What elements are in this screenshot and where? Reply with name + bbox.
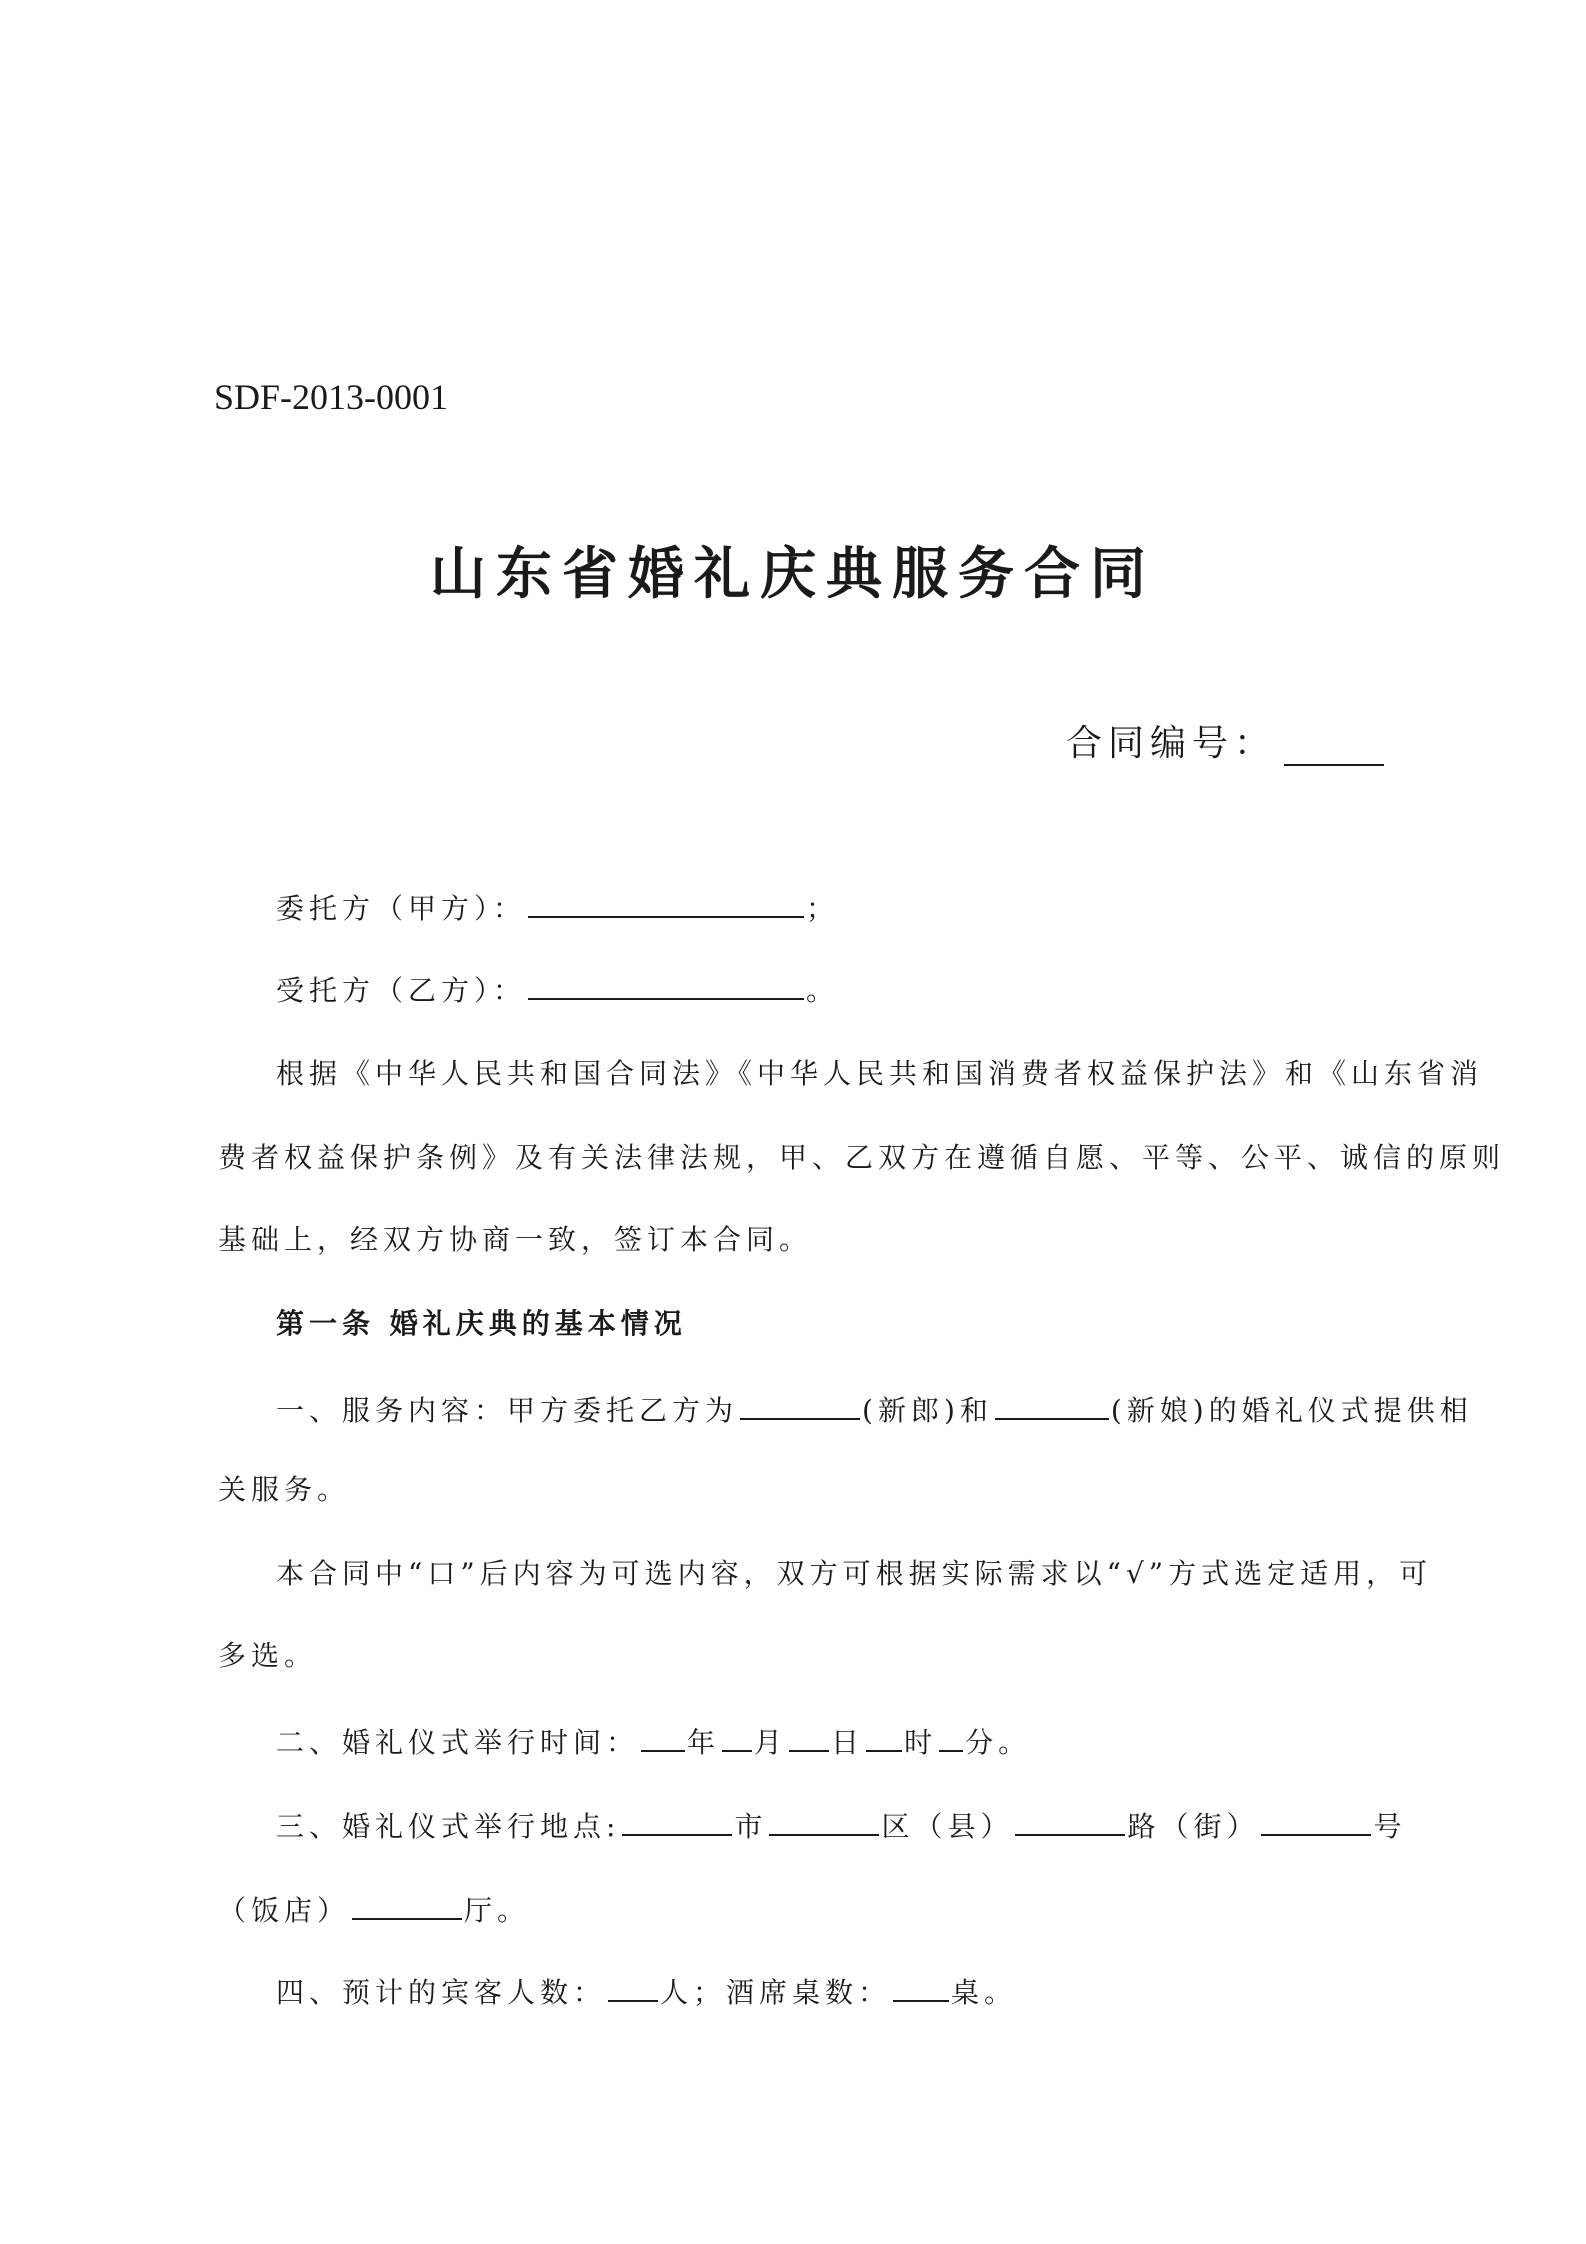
number-label: 号 — [1373, 1810, 1407, 1843]
optional-note-line-2: 多选。 — [218, 1639, 318, 1672]
page-title: 山东省婚礼庆典服务合同 — [430, 541, 1156, 607]
district-label: 区（县） — [881, 1810, 1014, 1843]
district-blank — [769, 1802, 879, 1836]
party-b-line — [276, 966, 1368, 1009]
time-label: 二、婚礼仪式举行时间： — [276, 1726, 640, 1759]
ceremony-place-line-2 — [218, 1886, 1368, 1929]
minute-blank — [939, 1718, 963, 1752]
road-label: 路（街） — [1127, 1810, 1260, 1843]
contract-number — [1066, 715, 1386, 766]
number-blank — [1261, 1802, 1371, 1836]
preamble-line-3: 基础上，经双方协商一致，签订本合同。 — [218, 1223, 813, 1256]
party-b-blank — [528, 966, 804, 1000]
service-prefix: 一、服务内容：甲方委托乙方为 — [276, 1394, 739, 1427]
party-a-label: 委托方（甲方）： — [276, 892, 527, 925]
bride-label: (新娘)的婚礼仪式提供相 — [1110, 1394, 1473, 1427]
party-a-blank — [528, 884, 804, 918]
road-blank — [1015, 1802, 1125, 1836]
ceremony-place-line — [276, 1802, 1407, 1845]
hotel-label: （饭店） — [218, 1894, 351, 1927]
tables-label: 桌。 — [951, 1976, 1018, 2009]
contract-number-blank — [1284, 732, 1384, 766]
bride-blank — [995, 1386, 1109, 1420]
place-label: 三、婚礼仪式举行地点: — [276, 1810, 621, 1843]
service-line-2: 关服务。 — [218, 1473, 351, 1506]
people-label: 人；酒席桌数： — [660, 1976, 892, 2009]
day-label: 日 — [831, 1726, 865, 1759]
day-blank — [789, 1718, 829, 1752]
tables-blank — [893, 1968, 949, 2002]
hall-blank — [352, 1886, 462, 1920]
city-label: 市 — [734, 1810, 768, 1843]
month-label: 月 — [754, 1726, 788, 1759]
groom-blank — [740, 1386, 860, 1420]
groom-label: (新郎)和 — [862, 1394, 993, 1427]
city-blank — [622, 1802, 732, 1836]
preamble-line-2: 费者权益保护条例》及有关法律法规，甲、乙双方在遵循自愿、平等、公平、诚信的原则 — [218, 1141, 1506, 1174]
year-label: 年 — [687, 1726, 721, 1759]
guests-line — [276, 1968, 1368, 2011]
minute-label: 分。 — [965, 1726, 1032, 1759]
party-b-label: 受托方（乙方）： — [276, 974, 527, 1007]
party-b-end: 。 — [806, 974, 840, 1007]
contract-number-label: 合同编号： — [1065, 723, 1276, 764]
document-code: SDF-2013-0001 — [214, 377, 449, 417]
hall-label: 厅。 — [464, 1894, 531, 1927]
year-blank — [641, 1718, 685, 1752]
party-a-line — [276, 884, 1368, 927]
article-1-heading: 第一条 婚礼庆典的基本情况 — [276, 1307, 687, 1340]
preamble-line-1: 根据《中华人民共和国合同法》《中华人民共和国消费者权益保护法》和《山东省消 — [276, 1057, 1484, 1090]
people-blank — [608, 1968, 658, 2002]
month-blank — [722, 1718, 752, 1752]
optional-note-line-1: 本合同中“口”后内容为可选内容，双方可根据实际需求以“√”方式选定适用，可 — [276, 1557, 1433, 1590]
guests-label: 四、预计的宾客人数： — [276, 1976, 607, 2009]
service-line — [276, 1386, 1473, 1429]
party-a-end: ； — [806, 892, 840, 925]
hour-label: 时 — [904, 1726, 938, 1759]
hour-blank — [866, 1718, 902, 1752]
ceremony-time-line — [276, 1718, 1368, 1761]
